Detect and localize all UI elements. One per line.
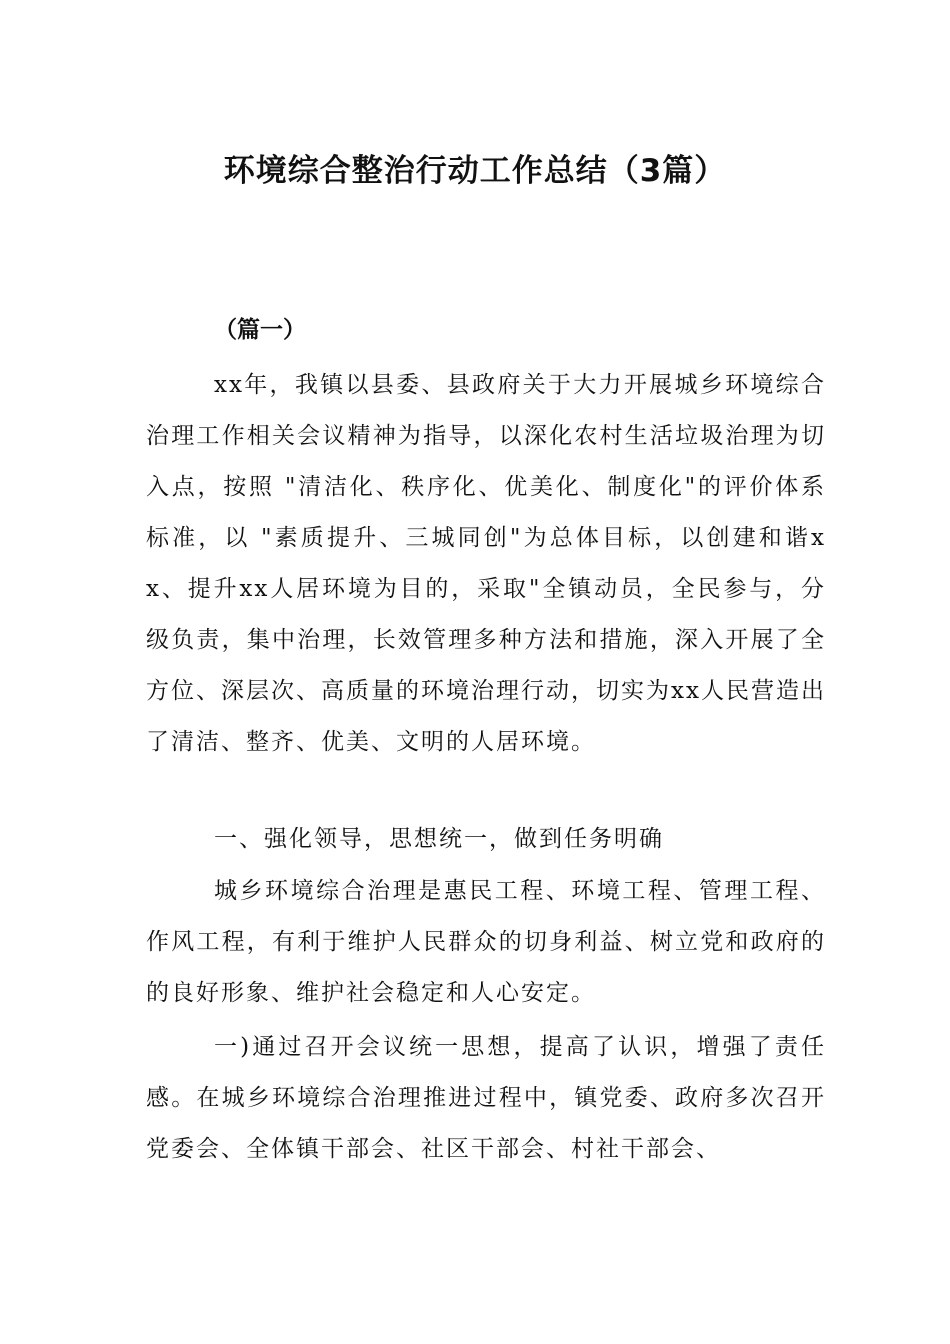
paragraph-meetings: 一)通过召开会议统一思想，提高了认识，增强了责任感。在城乡环境综合治理推进过程中，镇党委、政府多次召开党委会、全体镇干部会、社区干部会、村社干部会、 bbox=[146, 1034, 826, 1162]
paragraph-heading-one: 一、强化领导，思想统一，做到任务明确 bbox=[214, 826, 664, 852]
paragraph-intro: xx年，我镇以县委、县政府关于大力开展城乡环境综合治理工作相关会议精神为指导，以深化农村生活垃圾治理为切入点，按照 "清洁化、秩序化、优美化、制度化"的评价体系标准，以 "素质提升、三城同创"为总体目标，以创建和谐xx、提升xx人居环境为目的，采取"全镇动员，全民参与，分级负责，集中治理，长效管理多种方法和措施，深入开展了全方位、深层次、高质量的环境治理行动，切实为xx人民营造出了清洁、整齐、优美、文明的人居环境。 bbox=[146, 372, 826, 755]
paragraph-significance: 城乡环境综合治理是惠民工程、环境工程、管理工程、作风工程，有利于维护人民群众的切身利益、树立党和政府的的良好形象、维护社会稳定和人心安定。 bbox=[146, 878, 826, 1006]
section-heading: （篇一） bbox=[214, 317, 306, 343]
document-title: 环境综合整治行动工作总结（3篇） bbox=[223, 153, 727, 189]
